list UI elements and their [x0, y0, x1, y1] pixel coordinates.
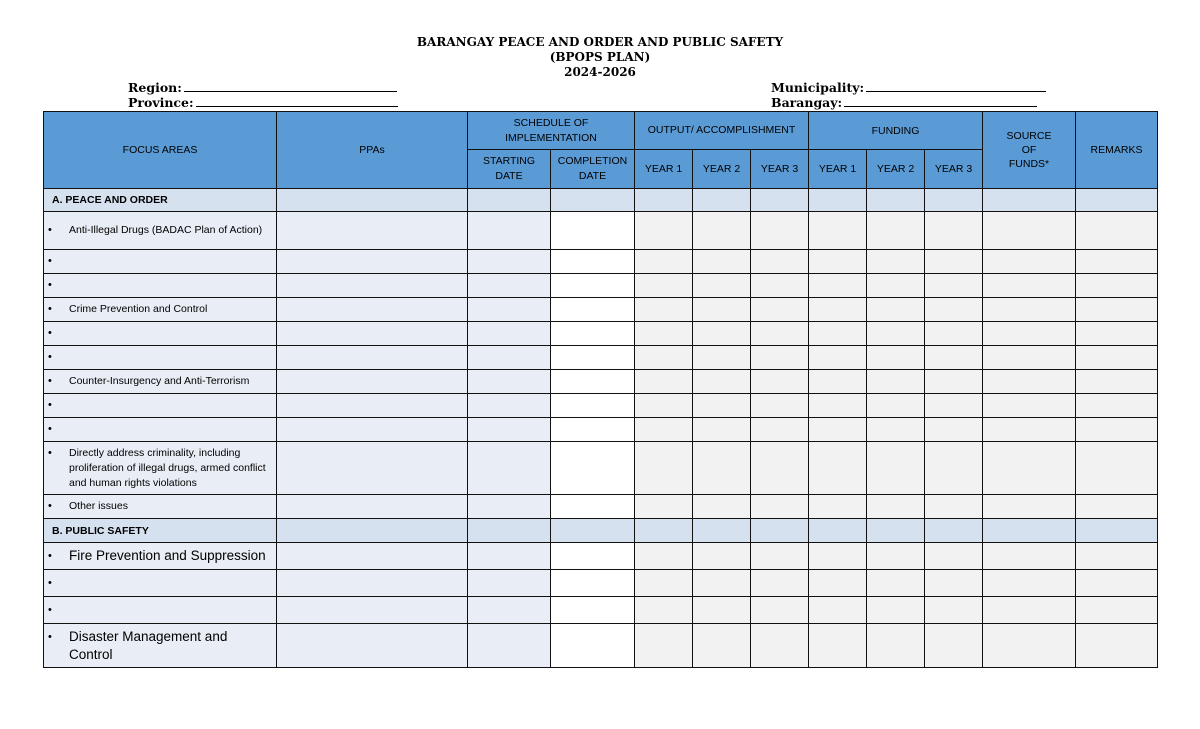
cell-output-year2[interactable] [693, 274, 751, 298]
cell-ppas[interactable] [277, 274, 468, 298]
cell-funding-year2[interactable] [867, 322, 925, 346]
cell-remarks[interactable] [1076, 519, 1158, 543]
cell-completion-date[interactable] [551, 543, 635, 570]
cell-funding-year1[interactable] [809, 346, 867, 370]
cell-starting-date[interactable] [468, 212, 551, 250]
section-label: A. PEACE AND ORDER [44, 189, 277, 212]
cell-ppas[interactable] [277, 370, 468, 394]
cell-funding-year2[interactable] [867, 543, 925, 570]
cell-output-year3[interactable] [751, 570, 809, 597]
cell-remarks[interactable] [1076, 442, 1158, 495]
cell-completion-date[interactable] [551, 394, 635, 418]
cell-output-year2[interactable] [693, 212, 751, 250]
cell-funding-year1[interactable] [809, 298, 867, 322]
cell-starting-date[interactable] [468, 250, 551, 274]
cell-completion-date[interactable] [551, 346, 635, 370]
cell-source-of-funds[interactable] [983, 189, 1076, 212]
cell-output-year2[interactable] [693, 346, 751, 370]
focus-area-cell[interactable] [44, 250, 277, 274]
cell-output-year1[interactable] [635, 274, 693, 298]
table-row [44, 597, 1158, 624]
cell-source-of-funds[interactable] [983, 597, 1076, 624]
cell-funding-year1[interactable] [809, 394, 867, 418]
cell-completion-date[interactable] [551, 519, 635, 543]
cell-completion-date[interactable] [551, 274, 635, 298]
cell-output-year2[interactable] [693, 298, 751, 322]
cell-source-of-funds[interactable] [983, 570, 1076, 597]
province-field [128, 95, 398, 110]
cell-output-year1[interactable] [635, 543, 693, 570]
focus-area-text: Fire Prevention and Suppression [69, 548, 266, 563]
focus-area-text: Other issues [69, 500, 128, 512]
cell-funding-year3[interactable] [925, 322, 983, 346]
cell-funding-year2[interactable] [867, 495, 925, 519]
table-row [44, 250, 1158, 274]
cell-output-year3[interactable] [751, 597, 809, 624]
cell-ppas[interactable] [277, 570, 468, 597]
section-label: B. PUBLIC SAFETY [44, 519, 277, 543]
cell-funding-year3[interactable] [925, 346, 983, 370]
cell-funding-year3[interactable] [925, 543, 983, 570]
cell-funding-year2[interactable] [867, 442, 925, 495]
cell-source-of-funds[interactable] [983, 418, 1076, 442]
cell-output-year3[interactable] [751, 543, 809, 570]
focus-area-cell[interactable] [44, 370, 277, 394]
bullet-icon: • [48, 351, 52, 363]
cell-funding-year2[interactable] [867, 519, 925, 543]
cell-source-of-funds[interactable] [983, 543, 1076, 570]
region-input-line[interactable] [184, 80, 397, 92]
cell-output-year2[interactable] [693, 418, 751, 442]
cell-starting-date[interactable] [468, 597, 551, 624]
cell-source-of-funds[interactable] [983, 322, 1076, 346]
cell-funding-year1[interactable] [809, 442, 867, 495]
focus-area-cell[interactable] [44, 418, 277, 442]
barangay-input-line[interactable] [844, 95, 1037, 107]
cell-funding-year2[interactable] [867, 418, 925, 442]
cell-funding-year1[interactable] [809, 624, 867, 668]
cell-ppas[interactable] [277, 322, 468, 346]
bullet-icon: • [48, 630, 52, 643]
focus-area-text: Crime Prevention and Control [69, 303, 208, 315]
cell-completion-date[interactable] [551, 418, 635, 442]
cell-completion-date[interactable] [551, 298, 635, 322]
municipality-field [771, 80, 1046, 95]
focus-area-cell[interactable] [44, 543, 277, 570]
cell-output-year2[interactable] [693, 250, 751, 274]
cell-funding-year1[interactable] [809, 495, 867, 519]
cell-completion-date[interactable] [551, 322, 635, 346]
cell-funding-year1[interactable] [809, 543, 867, 570]
cell-output-year1[interactable] [635, 346, 693, 370]
table-row [44, 322, 1158, 346]
cell-funding-year1[interactable] [809, 189, 867, 212]
cell-ppas[interactable] [277, 495, 468, 519]
cell-starting-date[interactable] [468, 370, 551, 394]
cell-source-of-funds[interactable] [983, 624, 1076, 668]
cell-output-year2[interactable] [693, 570, 751, 597]
cell-output-year3[interactable] [751, 274, 809, 298]
cell-starting-date[interactable] [468, 274, 551, 298]
cell-starting-date[interactable] [468, 322, 551, 346]
cell-source-of-funds[interactable] [983, 442, 1076, 495]
cell-starting-date[interactable] [468, 442, 551, 495]
table-row [44, 298, 1158, 322]
col-completion-date: COMPLETION DATE [551, 150, 635, 189]
focus-area-cell[interactable] [44, 274, 277, 298]
focus-area-text: Anti-Illegal Drugs (BADAC Plan of Action) [69, 224, 263, 236]
cell-output-year1[interactable] [635, 322, 693, 346]
cell-source-of-funds[interactable] [983, 394, 1076, 418]
cell-funding-year3[interactable] [925, 442, 983, 495]
cell-output-year3[interactable] [751, 370, 809, 394]
cell-starting-date[interactable] [468, 519, 551, 543]
cell-remarks[interactable] [1076, 394, 1158, 418]
cell-completion-date[interactable] [551, 495, 635, 519]
cell-output-year2[interactable] [693, 495, 751, 519]
cell-starting-date[interactable] [468, 543, 551, 570]
cell-funding-year2[interactable] [867, 274, 925, 298]
cell-remarks[interactable] [1076, 570, 1158, 597]
section-row-peace-and-order [44, 189, 1158, 212]
cell-funding-year2[interactable] [867, 346, 925, 370]
cell-funding-year1[interactable] [809, 212, 867, 250]
focus-area-text: Counter-Insurgency and Anti-Terrorism [69, 375, 250, 387]
cell-output-year1[interactable] [635, 519, 693, 543]
cell-remarks[interactable] [1076, 624, 1158, 668]
table-row [44, 495, 1158, 519]
cell-starting-date[interactable] [468, 189, 551, 212]
col-output-year3: YEAR 3 [751, 150, 809, 189]
cell-output-year3[interactable] [751, 442, 809, 495]
cell-output-year2[interactable] [693, 394, 751, 418]
col-remarks: REMARKS [1076, 112, 1158, 189]
cell-output-year3[interactable] [751, 519, 809, 543]
municipality-input-line[interactable] [866, 80, 1046, 92]
bullet-icon: • [48, 550, 52, 562]
cell-output-year3[interactable] [751, 212, 809, 250]
cell-output-year2[interactable] [693, 322, 751, 346]
cell-completion-date[interactable] [551, 624, 635, 668]
col-source-of-funds: SOURCE OF FUNDS* [983, 112, 1076, 189]
cell-ppas[interactable] [277, 519, 468, 543]
cell-output-year2[interactable] [693, 519, 751, 543]
cell-source-of-funds[interactable] [983, 274, 1076, 298]
bullet-icon: • [48, 604, 52, 616]
focus-area-cell[interactable] [44, 442, 277, 495]
cell-output-year1[interactable] [635, 495, 693, 519]
table-row [44, 346, 1158, 370]
cell-output-year3[interactable] [751, 346, 809, 370]
col-focus-areas: FOCUS AREAS [44, 112, 277, 189]
focus-area-cell[interactable] [44, 322, 277, 346]
col-schedule: SCHEDULE OF IMPLEMENTATION [468, 112, 635, 150]
table-row [44, 624, 1158, 668]
focus-area-cell[interactable] [44, 394, 277, 418]
cell-output-year3[interactable] [751, 298, 809, 322]
cell-starting-date[interactable] [468, 624, 551, 668]
table-row [44, 442, 1158, 495]
cell-remarks[interactable] [1076, 597, 1158, 624]
bullet-icon: • [48, 500, 52, 512]
cell-output-year3[interactable] [751, 394, 809, 418]
cell-funding-year2[interactable] [867, 212, 925, 250]
cell-funding-year1[interactable] [809, 370, 867, 394]
bullet-icon: • [48, 255, 52, 267]
focus-area-cell[interactable] [44, 212, 277, 250]
cell-output-year3[interactable] [751, 322, 809, 346]
barangay-label: Barangay: [771, 95, 843, 110]
bullet-icon: • [48, 279, 52, 291]
form-title-line2: (BPOPS PLAN) [549, 50, 651, 64]
table-row [44, 274, 1158, 298]
table-row [44, 394, 1158, 418]
cell-source-of-funds[interactable] [983, 370, 1076, 394]
table-row [44, 212, 1158, 250]
cell-funding-year2[interactable] [867, 394, 925, 418]
cell-output-year2[interactable] [693, 370, 751, 394]
focus-area-cell[interactable] [44, 495, 277, 519]
cell-funding-year1[interactable] [809, 322, 867, 346]
cell-output-year1[interactable] [635, 370, 693, 394]
cell-output-year3[interactable] [751, 189, 809, 212]
cell-output-year2[interactable] [693, 189, 751, 212]
cell-ppas[interactable] [277, 250, 468, 274]
focus-area-text: Disaster Management and Control [69, 628, 228, 662]
cell-funding-year3[interactable] [925, 212, 983, 250]
cell-remarks[interactable] [1076, 346, 1158, 370]
cell-remarks[interactable] [1076, 212, 1158, 250]
cell-source-of-funds[interactable] [983, 250, 1076, 274]
table-row [44, 543, 1158, 570]
region-label: Region: [128, 80, 182, 95]
cell-source-of-funds[interactable] [983, 212, 1076, 250]
municipality-label: Municipality: [771, 80, 865, 95]
bullet-icon: • [48, 327, 52, 339]
table-row [44, 370, 1158, 394]
col-funding-year2: YEAR 2 [867, 150, 925, 189]
col-funding-year1: YEAR 1 [809, 150, 867, 189]
cell-output-year1[interactable] [635, 597, 693, 624]
cell-funding-year2[interactable] [867, 189, 925, 212]
cell-output-year2[interactable] [693, 543, 751, 570]
focus-area-cell[interactable] [44, 298, 277, 322]
cell-completion-date[interactable] [551, 442, 635, 495]
cell-funding-year1[interactable] [809, 274, 867, 298]
cell-ppas[interactable] [277, 394, 468, 418]
cell-output-year1[interactable] [635, 212, 693, 250]
cell-completion-date[interactable] [551, 250, 635, 274]
cell-source-of-funds[interactable] [983, 519, 1076, 543]
col-funding-year3: YEAR 3 [925, 150, 983, 189]
cell-remarks[interactable] [1076, 543, 1158, 570]
cell-output-year1[interactable] [635, 189, 693, 212]
bpops-plan-table [43, 111, 1158, 668]
cell-remarks[interactable] [1076, 495, 1158, 519]
cell-ppas[interactable] [277, 543, 468, 570]
cell-funding-year3[interactable] [925, 495, 983, 519]
province-input-line[interactable] [196, 95, 398, 107]
section-row-public-safety [44, 519, 1158, 543]
region-field [128, 80, 397, 95]
table-row [44, 418, 1158, 442]
cell-output-year3[interactable] [751, 624, 809, 668]
cell-funding-year3[interactable] [925, 570, 983, 597]
cell-funding-year3[interactable] [925, 394, 983, 418]
bullet-icon: • [48, 375, 52, 387]
cell-output-year1[interactable] [635, 442, 693, 495]
cell-ppas[interactable] [277, 418, 468, 442]
cell-ppas[interactable] [277, 597, 468, 624]
focus-area-cell[interactable] [44, 570, 277, 597]
cell-remarks[interactable] [1076, 322, 1158, 346]
bullet-icon: • [48, 399, 52, 411]
cell-ppas[interactable] [277, 212, 468, 250]
cell-output-year1[interactable] [635, 394, 693, 418]
cell-output-year1[interactable] [635, 418, 693, 442]
cell-funding-year2[interactable] [867, 370, 925, 394]
cell-funding-year2[interactable] [867, 624, 925, 668]
cell-source-of-funds[interactable] [983, 495, 1076, 519]
cell-starting-date[interactable] [468, 346, 551, 370]
cell-source-of-funds[interactable] [983, 346, 1076, 370]
cell-remarks[interactable] [1076, 298, 1158, 322]
focus-area-text: Directly address criminality, including proliferation of illegal drugs, armed conflict and human rights violations [69, 446, 266, 489]
focus-area-cell[interactable] [44, 624, 277, 668]
cell-funding-year3[interactable] [925, 519, 983, 543]
cell-remarks[interactable] [1076, 370, 1158, 394]
cell-output-year3[interactable] [751, 418, 809, 442]
cell-funding-year3[interactable] [925, 274, 983, 298]
cell-funding-year3[interactable] [925, 189, 983, 212]
cell-starting-date[interactable] [468, 570, 551, 597]
cell-output-year3[interactable] [751, 250, 809, 274]
focus-area-cell[interactable] [44, 597, 277, 624]
cell-output-year3[interactable] [751, 495, 809, 519]
cell-starting-date[interactable] [468, 298, 551, 322]
cell-completion-date[interactable] [551, 370, 635, 394]
cell-ppas[interactable] [277, 624, 468, 668]
cell-remarks[interactable] [1076, 189, 1158, 212]
col-output-year2: YEAR 2 [693, 150, 751, 189]
cell-funding-year3[interactable] [925, 624, 983, 668]
cell-source-of-funds[interactable] [983, 298, 1076, 322]
cell-remarks[interactable] [1076, 418, 1158, 442]
cell-funding-year1[interactable] [809, 570, 867, 597]
province-label: Province: [128, 95, 194, 110]
cell-funding-year1[interactable] [809, 250, 867, 274]
cell-starting-date[interactable] [468, 394, 551, 418]
cell-ppas[interactable] [277, 298, 468, 322]
bullet-icon: • [48, 303, 52, 315]
cell-completion-date[interactable] [551, 570, 635, 597]
barangay-field [771, 95, 1037, 110]
cell-funding-year2[interactable] [867, 570, 925, 597]
cell-output-year2[interactable] [693, 624, 751, 668]
cell-funding-year3[interactable] [925, 250, 983, 274]
col-starting-date: STARTING DATE [468, 150, 551, 189]
cell-funding-year3[interactable] [925, 370, 983, 394]
cell-funding-year1[interactable] [809, 418, 867, 442]
cell-starting-date[interactable] [468, 495, 551, 519]
cell-remarks[interactable] [1076, 274, 1158, 298]
bullet-icon: • [48, 224, 52, 236]
cell-funding-year2[interactable] [867, 597, 925, 624]
col-ppas: PPAs [277, 112, 468, 189]
cell-output-year1[interactable] [635, 624, 693, 668]
cell-starting-date[interactable] [468, 418, 551, 442]
col-output-year1: YEAR 1 [635, 150, 693, 189]
cell-funding-year3[interactable] [925, 298, 983, 322]
col-funding: FUNDING [809, 112, 983, 150]
form-title-line1: BARANGAY PEACE AND ORDER AND PUBLIC SAFETY [416, 35, 784, 49]
cell-funding-year3[interactable] [925, 418, 983, 442]
cell-completion-date[interactable] [551, 189, 635, 212]
cell-funding-year3[interactable] [925, 597, 983, 624]
cell-output-year2[interactable] [693, 442, 751, 495]
cell-completion-date[interactable] [551, 212, 635, 250]
col-output: OUTPUT/ ACCOMPLISHMENT [635, 112, 809, 150]
cell-ppas[interactable] [277, 442, 468, 495]
cell-output-year2[interactable] [693, 597, 751, 624]
cell-funding-year2[interactable] [867, 298, 925, 322]
table-row [44, 570, 1158, 597]
bullet-icon: • [48, 577, 52, 589]
cell-output-year1[interactable] [635, 570, 693, 597]
focus-area-cell[interactable] [44, 346, 277, 370]
cell-completion-date[interactable] [551, 597, 635, 624]
cell-funding-year2[interactable] [867, 250, 925, 274]
cell-funding-year1[interactable] [809, 519, 867, 543]
cell-funding-year1[interactable] [809, 597, 867, 624]
bullet-icon: • [48, 423, 52, 435]
cell-ppas[interactable] [277, 346, 468, 370]
cell-remarks[interactable] [1076, 250, 1158, 274]
bullet-icon: • [48, 446, 52, 459]
cell-ppas[interactable] [277, 189, 468, 212]
cell-output-year1[interactable] [635, 298, 693, 322]
cell-output-year1[interactable] [635, 250, 693, 274]
form-title-line3: 2024-2026 [564, 65, 636, 79]
